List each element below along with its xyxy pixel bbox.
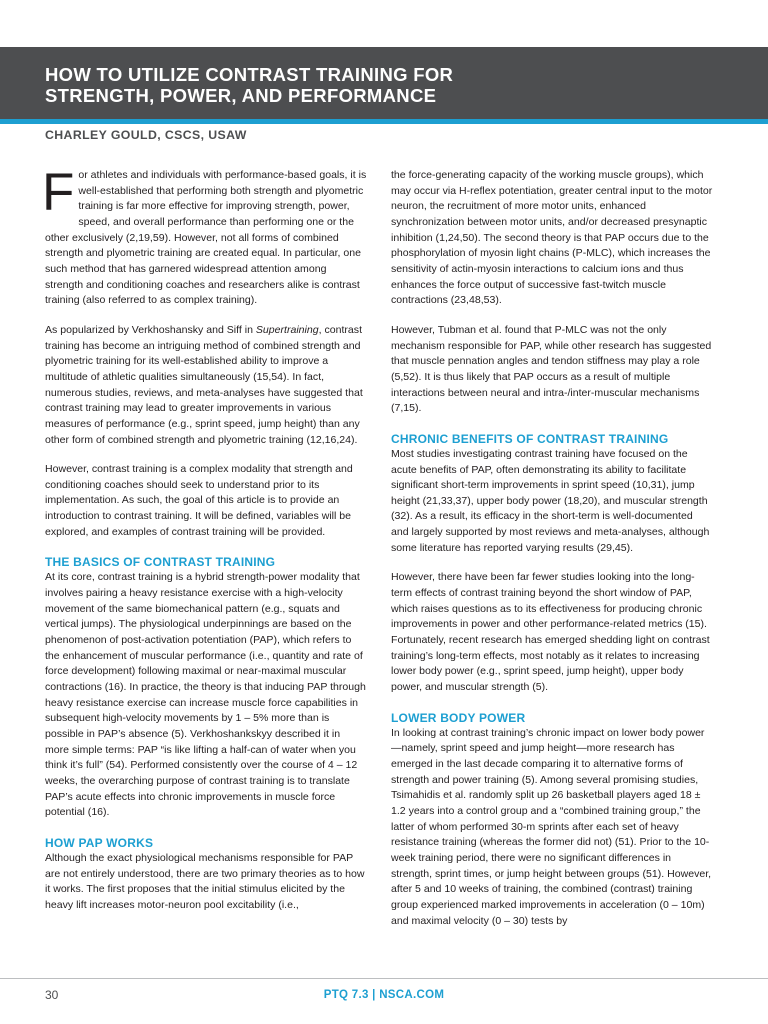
article-title: HOW TO UTILIZE CONTRAST TRAINING FOR STRENGTH, POWER, AND PERFORMANCE bbox=[45, 64, 454, 106]
paragraph-text: As popularized by Verkhoshansky and Siff in bbox=[45, 323, 256, 336]
paragraph-mechanism: the force-generating capacity of the working muscle groups), which may occur via H-reflex potentiation, greater central input to the motor neuron, the recruitment of more motor units, enhanced synchronization between motor units, and/or decreased presynaptic inhibition (1,24,50). The second theory is that PAP occurs due to the phosphorylation of myosin light chains (P-MLC), which increases the sensitivity of actin-myosin interactions to calcium ions and thus enhances the force output of successive fast-twitch muscle contractions (23,48,53). bbox=[391, 169, 713, 307]
author-byline: CHARLEY GOULD, CSCS, USAW bbox=[45, 128, 247, 142]
heading-chronic: CHRONIC BENEFITS OF CONTRAST TRAINING bbox=[391, 431, 669, 446]
footer-divider bbox=[0, 978, 768, 979]
accent-stripe bbox=[0, 119, 768, 124]
heading-basics: THE BASICS OF CONTRAST TRAINING bbox=[45, 555, 276, 570]
heading-pap: HOW PAP WORKS bbox=[45, 835, 154, 850]
left-column bbox=[42, 163, 367, 928]
paragraph-chronic: Most studies investigating contrast training have focused on the acute benefits of PAP, often demonstrating its ability to facilitate significant short-term improvements in sprint speed (10,31), jump height (21,33,37), upper body power (18,20), and muscular strength (32). As a result, its efficacy in the short-term is well-documented and largely supported by most reviews and meta-analyses, although some literature has reported varying results (29,45). bbox=[391, 447, 710, 554]
book-title: Supertraining bbox=[255, 323, 319, 336]
intro-text: or athletes and individuals with performance-based goals, it is well-established that performing both strength and plyometric training is far more effective for improving strength, power, speed, and overall performance than performing one or the other exclusively (2,19,59). However, not all forms of combined strength and plyometric training are created equal. In particular, one such method that has garnered widespread attention among strength and conditioning coaches and researchers alike is contrast training (also referred to as complex training). bbox=[45, 169, 367, 307]
paragraph-tubman: However, Tubman et al. found that P-MLC was not the only mechanism responsible for PAP, while other research has suggested that muscle pennation angles and tendon stiffness may play a role (5,52). It is thus likely that PAP occurs as a result of multiple interactions between neural and intra-/inter-muscular mechanisms (7,15). bbox=[391, 323, 712, 415]
journal-footer: PTQ 7.3 | NSCA.COM bbox=[323, 989, 445, 1001]
paragraph-lower-body: In looking at contrast training’s chronic impact on lower body power—namely, sprint speed and jump height—more research has emerged in the last decade comparing it to alternative forms of strength and power training (5). Among several promising studies, Tsimahidis et al. randomly split up 26 basketball players aged 18 ± 1.2 years into a control group and a “combined training group,” the latter of whom performed 30-m sprints after each set of heavy resistance training (whereas the former did not) (51). Prior to the 10-week training period, there were no significant differences in strength, sprint times, or jump height between groups (51). However, after 5 and 10 weeks of training, the combined (contrast) training group experienced marked improvements in acceleration (0 – 10m) and maximal velocity (0 – 30) tests by bbox=[391, 726, 712, 927]
intro-paragraph bbox=[42, 163, 367, 309]
paragraph-supertraining bbox=[45, 323, 367, 448]
heading-lower-body: LOWER BODY POWER bbox=[391, 710, 526, 725]
paragraph-pap: Although the exact physiological mechanisms responsible for PAP are not entirely understood, there are two primary theories as to how it works. The first proposes that the initial stimulus elicited by the heavy lift increases motor-neuron pool excitability (i.e., bbox=[45, 851, 365, 911]
paragraph-goal: However, contrast training is a complex modality that strength and conditioning coaches should seek to understand prior to its implementation. As such, the goal of this article is to provide an introduction to contrast training. It will be defined, variables will be explored, and examples of contrast training will be provided. bbox=[45, 463, 353, 538]
paragraph-long-term: However, there have been far fewer studies looking into the long-term effects of contrast training beyond the short window of PAP, which raises questions as to its effectiveness for producing chronic improvements in power and other performance-related metrics (15). Fortunately, recent research has emerged shedding light on contrast training’s long-term effects, most notably as it relates to increasing lower body power (e.g., sprint speed, jump height), upper body power, and muscular strength (5). bbox=[391, 571, 710, 694]
right-column bbox=[391, 168, 713, 943]
drop-cap: F bbox=[42, 163, 75, 222]
paragraph-text: , contrast training has become an intriguing method of combined strength and plyometric training for its well-established ability to improve a multitude of athletic qualities simultaneously (15,54). In fact, numerous studies, reviews, and meta-analyses have suggested that contrast training may lead to greater improvements in various measures of performance (e.g., sprint speed, jump height) than any other form of combined strength and plyometric training (12,16,24). bbox=[45, 323, 363, 446]
paragraph-basics: At its core, contrast training is a hybrid strength-power modality that involves pairing a heavy resistance exercise with a high-velocity movement of the same biomechanical pattern (e.g., squats and vertical jumps). The physiological underpinnings are based on the phenomenon of post-activation potentiation (PAP), which refers to the enhancement of muscular performance (i.e., quantity and rate of force development) following maximal or near-maximal muscular contractions (16). In practice, the theory is that inducing PAP through heavy resistance exercise can increase muscle force capabilities in subsequent high-velocity movements by 1 – 5% more than is possible in PAP’s absence (5). Verkhoshankskyy described it in more simple terms: PAP “is like lifting a half-can of water when you think it’s full” (54). Performed consistently over the course of 4 – 12 weeks, the overarching purpose of contrast training is to translate PAP’s acute effects into chronic improvements in muscle force potential (16). bbox=[45, 571, 366, 819]
page-number: 30 bbox=[45, 988, 59, 1002]
